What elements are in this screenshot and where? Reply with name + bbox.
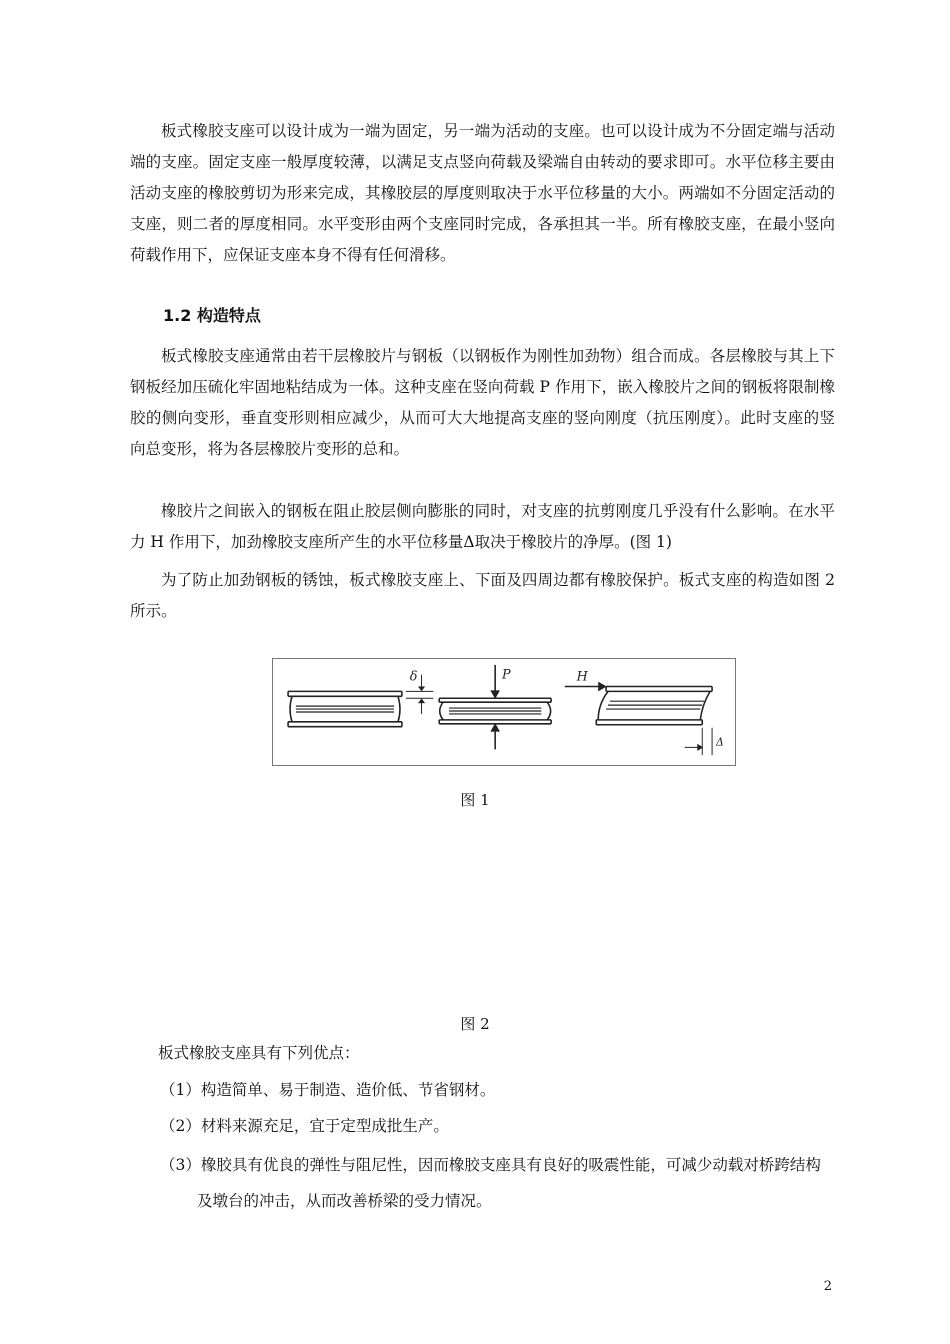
figure-1-drawing — [273, 659, 735, 765]
advantage-item — [160, 1147, 835, 1219]
paragraph-shear-stiffness: 橡胶片之间嵌入的钢板在阻止胶层侧向膨胀的同时，对支座的抗剪刚度几乎没有什么影响。在水平力 H 作用下，加劲橡胶支座所产生的水平位移量Δ取决于橡胶片的净厚。(图 1) — [130, 502, 835, 551]
advantage-text: 橡胶具有优良的弹性与阻尼性，因而橡胶支座具有良好的吸震性能，可减少动载对桥跨结构及墩台的冲击，从而改善桥梁的受力情况。 — [197, 1156, 821, 1210]
label-h: H — [576, 669, 588, 685]
advantage-number: （3） — [160, 1156, 201, 1174]
advantage-text: 构造简单、易于制造、造价低、节省钢材。 — [200, 1081, 496, 1099]
page-number: 2 — [823, 1279, 832, 1294]
advantage-number: （2） — [160, 1117, 201, 1135]
advantage-text: 材料来源充足，宜于定型成批生产。 — [200, 1117, 449, 1135]
label-delta-horizontal: Δ — [716, 735, 724, 749]
paragraph-protection: 为了防止加劲钢板的锈蚀，板式橡胶支座上、下面及四周边都有橡胶保护。板式支座的构造如图 2 所示。 — [130, 571, 835, 620]
bearing-undeformed — [288, 691, 402, 726]
label-delta-vertical: δ — [409, 669, 418, 685]
figure-2-caption: 图 2 — [460, 1015, 490, 1033]
figure-1-bearing-deformation — [272, 658, 736, 766]
advantage-item — [160, 1072, 835, 1108]
advantages-intro: 板式橡胶支座具有下列优点： — [158, 1044, 360, 1062]
section-heading: 1.2 构造特点 — [163, 306, 261, 325]
bearing-sheared — [565, 683, 712, 756]
figure-1-caption: 图 1 — [460, 791, 490, 809]
label-p: P — [502, 667, 511, 683]
paragraph-bearing-design: 板式橡胶支座可以设计成为一端为固定，另一端为活动的支座。也可以设计成为不分固定端与活动端的支座。固定支座一般厚度较薄，以满足支点竖向荷载及梁端自由转动的要求即可。水平位移主要由活动支座的橡胶剪切为形来完成，其橡胶层的厚度则取决于水平位移量的大小。两端如不分固定活动的支座，则二者的厚度相同。水平变形由两个支座同时完成，各承担其一半。所有橡胶支座，在最小竖向荷载作用下，应保证支座本身不得有任何滑移。 — [130, 122, 835, 264]
advantage-number: （1） — [160, 1081, 201, 1099]
bearing-compressed — [439, 665, 551, 749]
paragraph-structure: 板式橡胶支座通常由若干层橡胶片与钢板（以钢板作为刚性加劲物）组合而成。各层橡胶与其上下钢板经加压硫化牢固地粘结成为一体。这种支座在竖向荷载 P 作用下，嵌入橡胶片之间的钢板将限制橡胶的侧向变形，垂直变形则相应减少，从而可大大地提高支座的竖向刚度（抗压刚度）。此时支座的竖向总变形，将为各层橡胶片变形的总和。 — [130, 347, 835, 458]
advantage-item — [160, 1108, 835, 1144]
